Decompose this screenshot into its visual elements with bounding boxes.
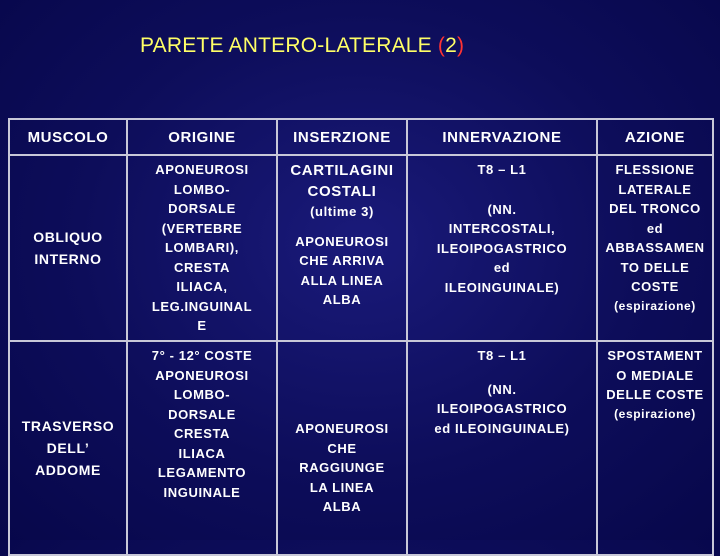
cell-insertion <box>277 341 407 555</box>
insertion-line: CARTILAGINI <box>290 162 394 179</box>
action-line: ed <box>646 220 664 236</box>
origin-line: (VERTEBRE <box>161 220 243 236</box>
action-line: SPOSTAMENT <box>607 348 703 363</box>
innervation-line: ed ILEOINGUINALE) <box>434 420 570 436</box>
origin-line: LOMBO- <box>173 181 231 197</box>
action-line: TO DELLE <box>620 259 690 275</box>
action-line: O MEDIALE <box>616 367 694 383</box>
origin-line: CRESTA <box>173 426 231 441</box>
innervation-line: ed <box>493 260 511 275</box>
origin-line: DORSALE <box>168 406 236 422</box>
origin-line: LOMBO- <box>173 387 231 402</box>
muscle-line: TRASVERSO <box>21 418 115 434</box>
muscle-line: DELL’ <box>46 440 90 456</box>
action-line: LATERALE <box>618 181 692 197</box>
table-row-obliquo-interno <box>9 155 713 341</box>
header-azione: AZIONE <box>597 119 713 155</box>
action-line: FLESSIONE <box>615 162 695 177</box>
origin-line: LEG.INGUINAL <box>151 298 253 314</box>
table-row-trasverso-addome <box>9 341 713 555</box>
insertion-line: ALLA LINEA <box>300 272 384 288</box>
origin-line: DORSALE <box>168 201 236 216</box>
insertion-line: (ultime 3) <box>310 204 374 219</box>
action-line: ABBASSAMEN <box>605 240 705 255</box>
action-line: DELLE COSTE <box>606 387 704 402</box>
origin-line: INGUINALE <box>163 484 241 500</box>
table-header-row <box>9 119 713 155</box>
slide-title-text: PARETE ANTERO-LATERALE <box>140 34 432 57</box>
innervation-line: ILEOIPOGASTRICO <box>436 240 568 256</box>
insertion-line: CHE ARRIVA <box>299 253 385 268</box>
header-innervazione: INNERVAZIONE <box>407 119 597 155</box>
header-muscolo: MUSCOLO <box>9 119 127 155</box>
insertion-line: CHE <box>327 440 357 456</box>
action-line: COSTE <box>631 279 679 294</box>
innervation-line: (NN. <box>487 201 517 217</box>
header-origine: ORIGINE <box>127 119 277 155</box>
muscle-line: ADDOME <box>35 462 101 478</box>
insertion-line: ALBA <box>322 292 362 307</box>
innervation-line: ILEOIPOGASTRICO <box>436 401 568 416</box>
origin-line: APONEUROSI <box>155 367 249 383</box>
innervation-line: (NN. <box>487 381 517 397</box>
insertion-line: LA LINEA <box>309 479 375 495</box>
cell-muscle <box>9 155 127 341</box>
title-number: 2 <box>445 34 457 57</box>
origin-line: ILIACA <box>178 445 226 461</box>
action-line: DEL TRONCO <box>609 201 701 216</box>
action-note: (espirazione) <box>614 298 696 313</box>
origin-line: CRESTA <box>173 259 231 275</box>
insertion-line: APONEUROSI <box>295 233 389 249</box>
action-note: (espirazione) <box>614 406 696 421</box>
muscle-line: OBLIQUO <box>33 229 103 245</box>
insertion-line: COSTALI <box>307 183 377 200</box>
muscle-line: INTERNO <box>34 251 102 267</box>
origin-line: LOMBARI), <box>165 240 239 255</box>
innervation-line: INTERCOSTALI, <box>448 221 556 236</box>
cell-insertion <box>277 155 407 341</box>
header-inserzione: INSERZIONE <box>277 119 407 155</box>
origin-line: ILIACA, <box>176 279 228 294</box>
title-open-paren: ( <box>437 34 446 57</box>
cell-action <box>597 341 713 555</box>
cell-innervation <box>407 341 597 555</box>
innervation-line: ILEOINGUINALE) <box>444 279 560 295</box>
cell-origin <box>127 155 277 341</box>
cell-origin <box>127 341 277 555</box>
title-close-paren: ) <box>457 34 465 57</box>
insertion-line: ALBA <box>322 499 362 515</box>
innervation-segments: T8 – L1 <box>477 348 527 363</box>
origin-line: LEGAMENTO <box>157 465 247 480</box>
cell-action <box>597 155 713 341</box>
muscle-table <box>8 118 714 556</box>
origin-line: APONEUROSI <box>155 162 249 177</box>
origin-line: E <box>197 318 207 333</box>
cell-muscle <box>9 341 127 555</box>
insertion-line: RAGGIUNGE <box>299 460 385 476</box>
cell-innervation <box>407 155 597 341</box>
innervation-segments: T8 – L1 <box>477 162 527 177</box>
origin-line: 7° - 12° COSTE <box>151 348 253 363</box>
slide-title <box>140 34 464 58</box>
insertion-line: APONEUROSI <box>295 421 389 437</box>
